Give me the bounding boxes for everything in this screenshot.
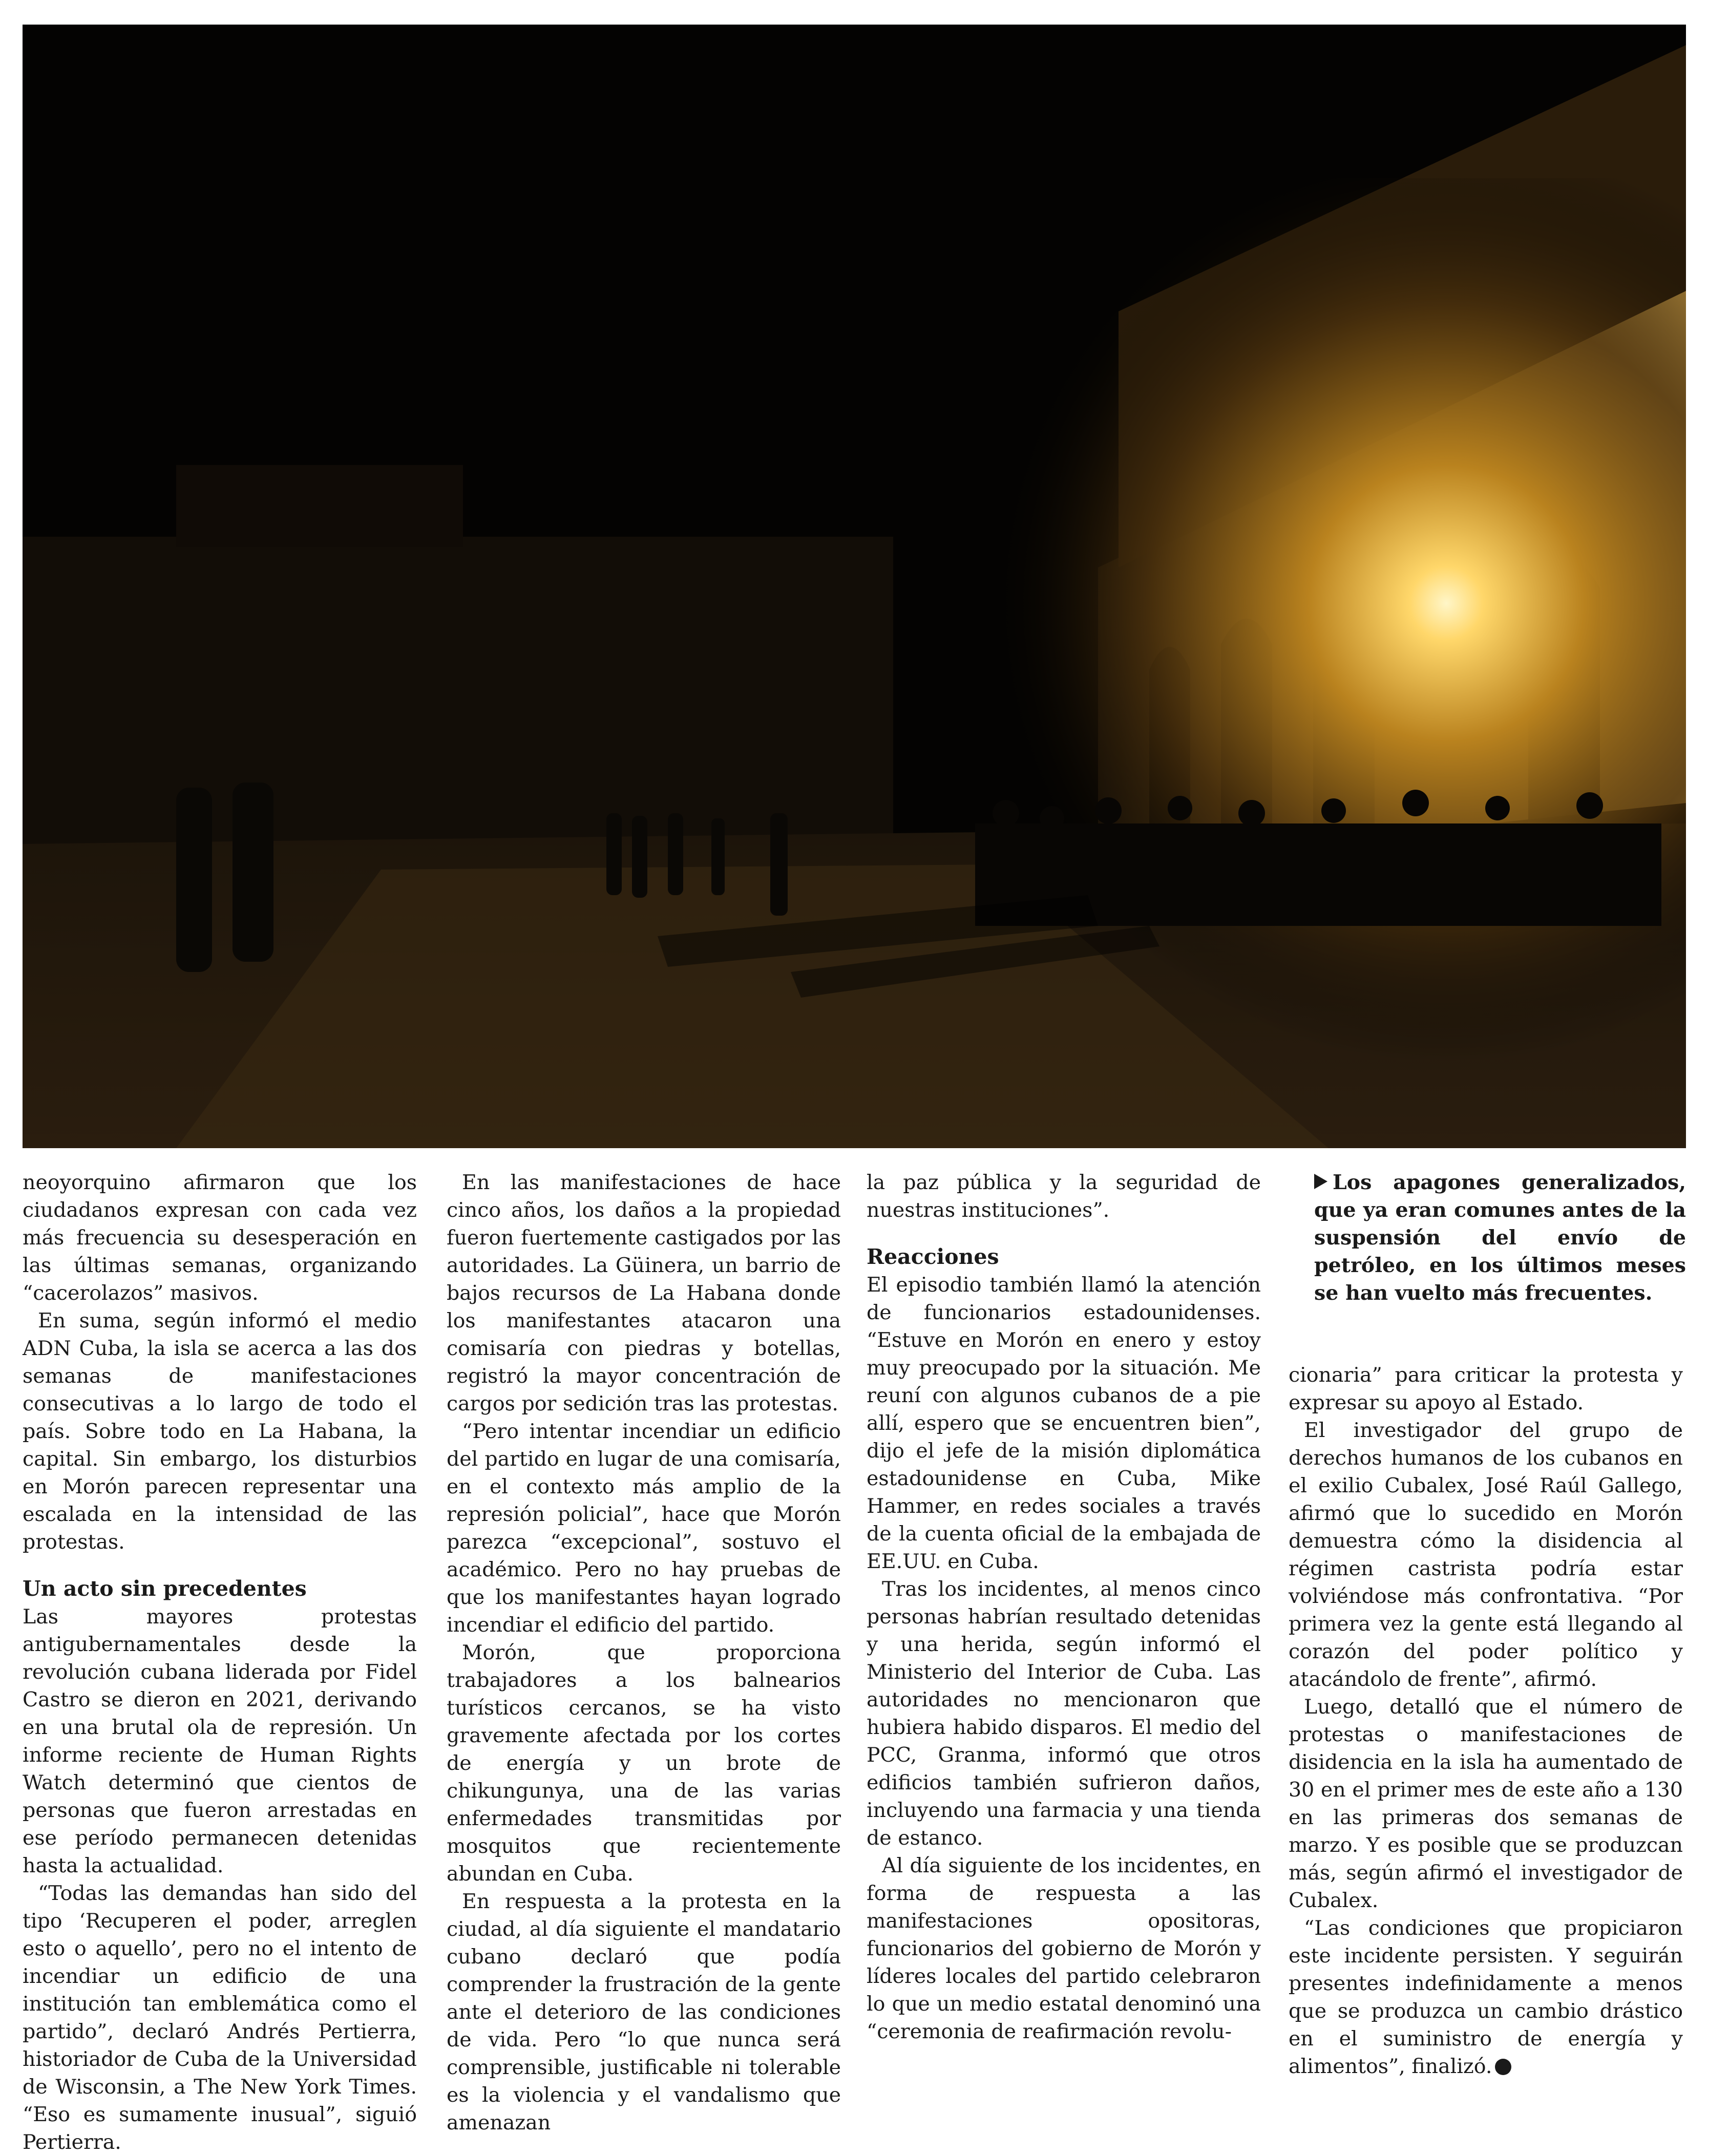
paragraph: “Pero intentar incendiar un edificio del partido en lugar de una comisaría, en el contexto más amplio de la represión policial”, hace que Morón parezca “excepcional”, sostuvo el académico. Pero no hay pruebas de que los manifestantes hayan logrado incendiar el edificio del partido. [447, 1420, 841, 1637]
closing-text: “Las condiciones que propiciaron este incidente persisten. Y seguirán presentes indefinidamente a menos que se produzca un cambio drástico en el suministro de energía y alimentos”, finalizó. [1289, 1916, 1683, 2078]
paragraph: Tras los incidentes, al menos cinco personas habrían resultado detenidas y una herida, según informó el Ministerio del Interior de Cuba. Las autoridades no mencionaron que hubiera habido disparos. El medio del PCC, Granma, informó que otros edificios también sufrieron daños, incluyendo una farmacia y una tienda de estanco. [867, 1577, 1261, 1850]
paragraph: El investigador del grupo de derechos humanos de los cubanos en el exilio Cubalex, José Raúl Gallego, afirmó que lo sucedido en Morón demuestra cómo la disidencia al régimen castrista podría estar volviéndose más confrontativa. “Por primera vez la gente está llegando al corazón del poder político y atacándolo de frente”, afirmó. [1289, 1419, 1683, 1691]
caption-text: Los apagones generalizados, que ya eran comunes antes de la suspensión del envío de petróleo, en los últimos meses se han vuelto más frecuentes. [1314, 1171, 1686, 1305]
article-photo [23, 25, 1686, 1148]
paragraph: “Todas las demandas han sido del tipo ‘Recuperen el poder, arreglen esto o aquello’, pero no el intento de incendiar un edificio de una institución tan emblemática como el partido”, declaró Andrés Pertierra, historiador de Cuba de la Universidad de Wisconsin, a The New York Times. “Eso es sumamente inusual”, siguió Pertierra. [23, 1882, 417, 2154]
paragraph: la paz pública y la seguridad de nuestras instituciones”. [867, 1171, 1261, 1222]
paragraph [1289, 1914, 1683, 2080]
article-column-1 [23, 1169, 417, 2156]
paragraph: Al día siguiente de los incidentes, en forma de respuesta a las manifestaciones opositoras, funcionarios del gobierno de Morón y líderes locales del partido celebraron lo que un medio estatal denominó una “ceremonia de reafirmación revolu- [867, 1854, 1261, 2043]
end-of-article-icon [1495, 2059, 1511, 2075]
paragraph: El episodio también llamó la atención de funcionarios estadounidenses. “Estuve en Morón en enero y estoy muy preocupado por la situación. Me reuní con algunos cubanos de a pie allí, espero que se encuentren bien”, dijo el jefe de la misión diplomática estadounidense en Cuba, Mike Hammer, en redes sociales a través de la cuenta oficial de la embajada de EE.UU. en Cuba. [867, 1273, 1261, 1573]
photo-caption [1314, 1169, 1686, 1307]
paragraph: En respuesta a la protesta en la ciudad, al día siguiente el mandatario cubano declaró que podía comprender la frustración de la gente ante el deterioro de las condiciones de vida. Pero “lo que nunca será comprensible, justificable ni tolerable es la violencia y el vandalismo que amenazan [447, 1890, 841, 2134]
article-column-3 [867, 1169, 1261, 2045]
triangle-right-icon [1314, 1174, 1327, 1189]
night-plaza-photo-icon [23, 25, 1686, 1148]
paragraph: cionaria” para criticar la protesta y expresar su apoyo al Estado. [1289, 1363, 1683, 1414]
section-heading: Un acto sin precedentes [23, 1576, 307, 1601]
paragraph: neoyorquino afirmaron que los ciudadanos expresan con cada vez más frecuencia su desesperación en las últimas semanas, organizando “cacerolazos” masivos. [23, 1171, 417, 1305]
paragraph: Morón, que proporciona trabajadores a los balnearios turísticos cercanos, se ha visto gravemente afectada por los cortes de energía y un brote de chikungunya, una de las varias enfermedades transmitidas por mosquitos que recientemente abundan en Cuba. [447, 1641, 841, 1886]
paragraph: Las mayores protestas antigubernamentales desde la revolución cubana liderada por Fidel Castro se dieron en 2021, derivando en una brutal ola de represión. Un informe reciente de Human Rights Watch determinó que cientos de personas que fueron arrestadas en ese período permanecen detenidas hasta la actualidad. [23, 1605, 417, 1877]
article-column-2 [447, 1169, 841, 2137]
paragraph: En suma, según informó el medio ADN Cuba, la isla se acerca a las dos semanas de manifestaciones consecutivas a lo largo de todo el país. Sobre todo en La Habana, la capital. Sin embargo, los disturbios en Morón parecen representar una escalada en la intensidad de las protestas. [23, 1309, 417, 1554]
paragraph: Luego, detalló que el número de protestas o manifestaciones de disidencia en la isla ha aumentado de 30 en el primer mes de este año a 130 en las primeras dos semanas de marzo. Y es posible que se produzcan más, según afirmó el investigador de Cubalex. [1289, 1695, 1683, 1912]
article-column-4 [1289, 1361, 1683, 2080]
section-heading: Reacciones [867, 1244, 999, 1269]
paragraph: En las manifestaciones de hace cinco años, los daños a la propiedad fueron fuertemente castigados por las autoridades. La Güinera, un barrio de bajos recursos de La Habana donde los manifestantes atacaron una comisaría con piedras y botellas, registró la mayor concentración de cargos por sedición tras las protestas. [447, 1171, 841, 1415]
